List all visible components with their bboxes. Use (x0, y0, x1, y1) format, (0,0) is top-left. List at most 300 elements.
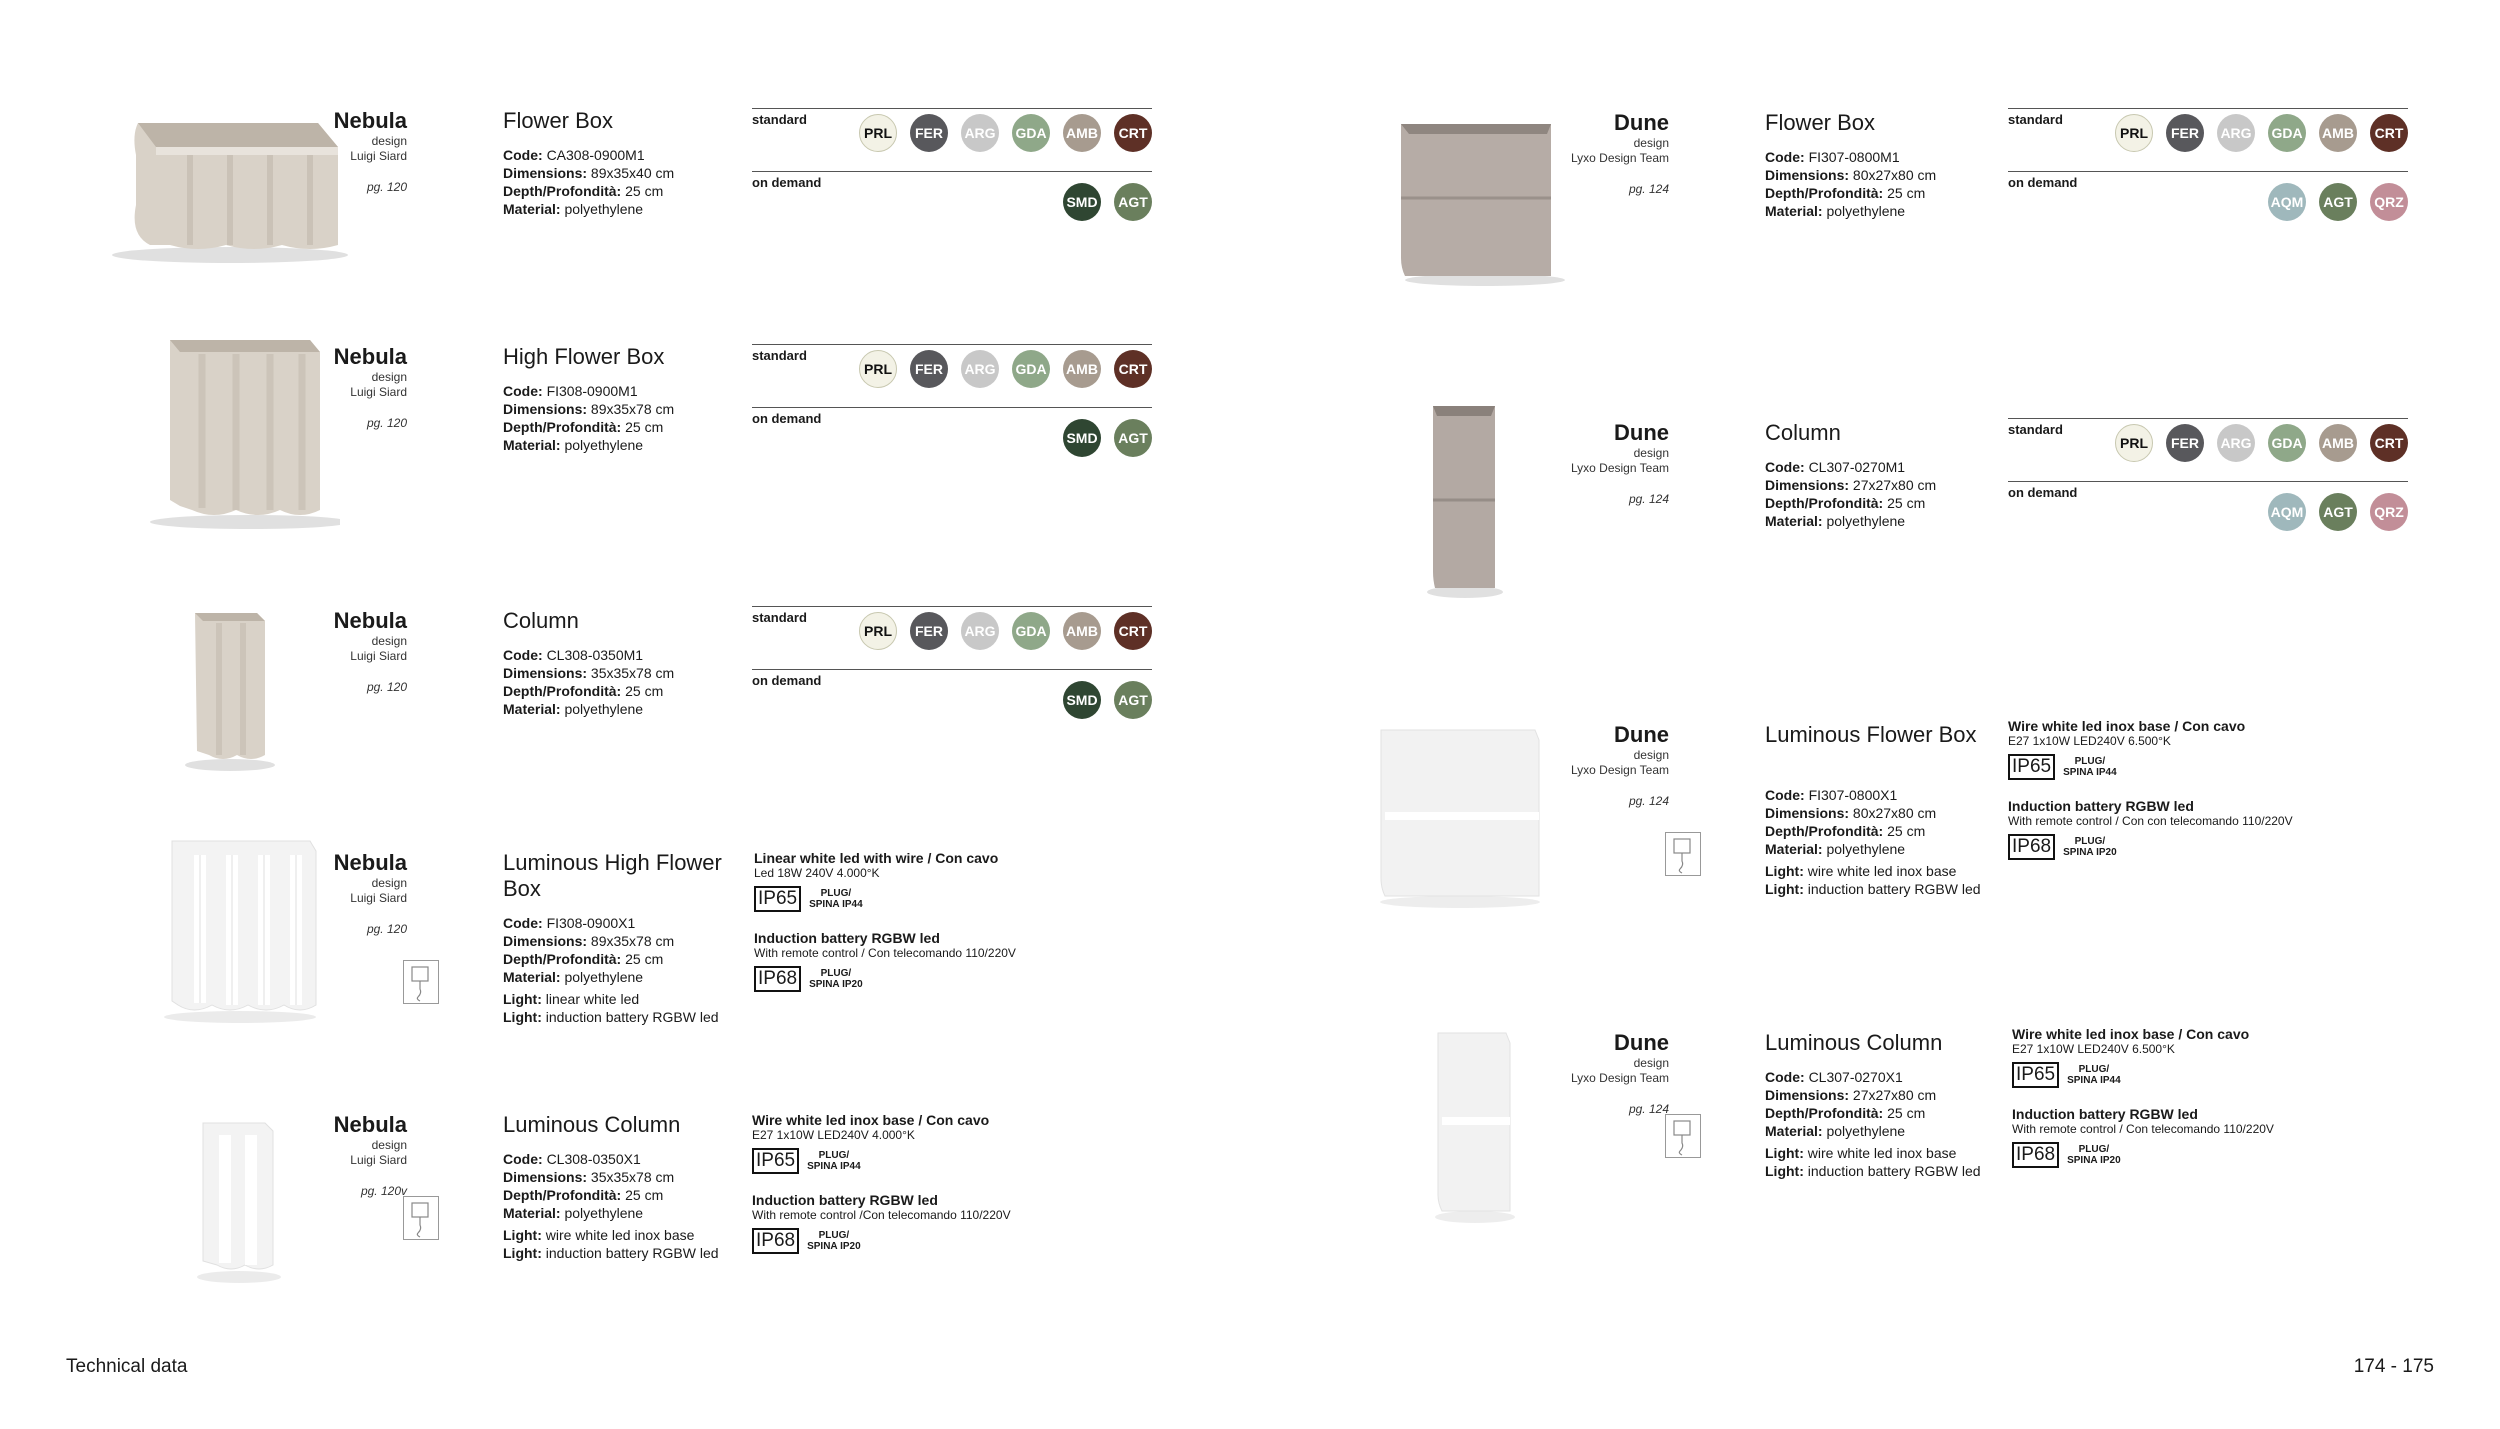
spec-row (1765, 202, 2015, 220)
color-swatch-arg[interactable]: ARG (961, 350, 999, 388)
spec-value: induction battery RGBW led (545, 1009, 719, 1025)
color-swatch-arg[interactable]: ARG (2217, 114, 2255, 152)
design-label: design (371, 370, 407, 384)
divider-line (752, 407, 1152, 408)
standard-label: standard (2008, 422, 2063, 437)
designer-name: Lyxo Design Team (1570, 461, 1669, 475)
spec-value: 25 cm (625, 683, 664, 699)
ip-rating-row (2012, 1062, 2352, 1088)
plug-ip: SPINA IP20 (807, 1241, 861, 1252)
color-swatch-fer[interactable]: FER (910, 612, 948, 650)
spec-row (503, 1168, 753, 1186)
spec-row (1765, 1144, 2015, 1162)
color-swatch-fer[interactable]: FER (2166, 424, 2204, 462)
product-specs (1765, 458, 2015, 530)
designer-name: Luigi Siard (350, 649, 407, 663)
color-swatch-agt[interactable]: AGT (2319, 183, 2357, 221)
ip-rating-badge: IP65 (754, 886, 801, 912)
light-spec: E27 1x10W LED240V 6.500°K (2012, 1042, 2175, 1056)
product-specs (503, 146, 753, 218)
spec-row (503, 436, 753, 454)
ip-rating-row (752, 1148, 1092, 1174)
spec-key: Code: (503, 147, 543, 163)
product-design-credit (287, 876, 407, 906)
product-design-credit (1549, 446, 1669, 476)
ip-rating-badge: IP68 (752, 1228, 799, 1254)
plug-rating (809, 968, 863, 990)
color-swatch-qrz[interactable]: QRZ (2370, 493, 2408, 531)
product-brand: Nebula (333, 344, 407, 369)
spec-key: Material: (503, 201, 561, 217)
spec-row (1765, 822, 2015, 840)
light-option (2012, 1026, 2352, 1088)
lamp-icon (403, 1196, 439, 1240)
plug-label: PLUG/ (818, 1150, 850, 1161)
product-design-credit (1549, 136, 1669, 166)
spec-key: Dimensions: (1765, 1087, 1850, 1103)
color-swatch-amb[interactable]: AMB (1063, 114, 1101, 152)
divider-line (752, 171, 1152, 172)
ip-rating-badge: IP65 (752, 1148, 799, 1174)
design-label: design (371, 1138, 407, 1152)
product-title: High Flower Box (503, 344, 665, 369)
product-title: Luminous Flower Box (1765, 722, 1977, 747)
spec-key: Light: (503, 991, 542, 1007)
spec-value: 35x35x78 cm (590, 1169, 675, 1185)
product-photo (1430, 1025, 1520, 1225)
on-demand-label: on demand (2008, 175, 2078, 190)
product-title: Flower Box (1765, 110, 1876, 135)
catalog-page-ref: pg. 124 (1628, 492, 1669, 506)
spec-row (503, 1244, 753, 1262)
light-option (2012, 1106, 2352, 1168)
color-swatch-aqm[interactable]: AQM (2268, 183, 2306, 221)
ip-rating-row (2008, 834, 2348, 860)
spec-value: FI307-0800M1 (1808, 149, 1900, 165)
product-photo (1425, 400, 1505, 600)
product-design-credit (287, 634, 407, 664)
on-demand-label: on demand (752, 673, 822, 688)
design-label: design (1633, 446, 1669, 460)
spec-key: Light: (1765, 863, 1804, 879)
product-photo (1395, 118, 1565, 288)
color-swatch-arg[interactable]: ARG (961, 114, 999, 152)
spec-row (1765, 862, 2015, 880)
product-title: Column (1765, 420, 1841, 445)
plug-label: PLUG/ (2074, 836, 2106, 847)
color-swatch-prl[interactable]: PRL (859, 612, 897, 650)
spec-row (503, 400, 753, 418)
ip-rating-row (754, 966, 1094, 992)
color-swatch-prl[interactable]: PRL (859, 350, 897, 388)
spec-row (503, 914, 753, 932)
spec-row (503, 164, 753, 182)
spec-key: Light: (1765, 1163, 1804, 1179)
color-swatch-crt[interactable]: CRT (1114, 350, 1152, 388)
spec-key: Light: (1765, 881, 1804, 897)
spec-key: Material: (1765, 203, 1823, 219)
spec-value: wire white led inox base (545, 1227, 695, 1243)
product-title: Luminous Column (503, 1112, 681, 1137)
spec-value: 89x35x78 cm (590, 401, 675, 417)
product-specs (503, 1150, 753, 1262)
color-swatch-fer[interactable]: FER (910, 114, 948, 152)
spec-key: Depth/Profondità: (503, 183, 622, 199)
spec-row (1765, 1122, 2015, 1140)
standard-label: standard (2008, 112, 2063, 127)
light-spec: E27 1x10W LED240V 4.000°K (752, 1128, 915, 1142)
catalog-page-ref: pg. 120 (366, 680, 407, 694)
design-label: design (371, 134, 407, 148)
designer-name: Lyxo Design Team (1570, 763, 1669, 777)
spec-key: Dimensions: (503, 1169, 588, 1185)
divider-line (2008, 481, 2408, 482)
spec-key: Depth/Profondità: (503, 951, 622, 967)
spec-value: FI307-0800X1 (1808, 787, 1898, 803)
designer-name: Luigi Siard (350, 1153, 407, 1167)
plug-rating (2063, 836, 2117, 858)
spec-key: Depth/Profondità: (1765, 185, 1884, 201)
spec-value: CL307-0270X1 (1808, 1069, 1903, 1085)
catalog-page-ref: pg. 120 (366, 180, 407, 194)
design-label: design (371, 876, 407, 890)
spec-key: Depth/Profondità: (503, 1187, 622, 1203)
color-swatch-smd[interactable]: SMD (1063, 183, 1101, 221)
color-swatch-crt[interactable]: CRT (2370, 424, 2408, 462)
spec-value: polyethylene (564, 437, 644, 453)
product-specs (1765, 786, 2015, 898)
spec-key: Depth/Profondità: (503, 419, 622, 435)
spec-key: Dimensions: (503, 165, 588, 181)
finish-options (2008, 418, 2408, 548)
product-design-credit (1549, 1056, 1669, 1086)
product-brand: Nebula (333, 608, 407, 633)
lamp-icon (1665, 1114, 1701, 1158)
light-options (754, 850, 1094, 1010)
spec-key: Code: (1765, 787, 1805, 803)
color-swatch-amb[interactable]: AMB (1063, 612, 1101, 650)
plug-ip: SPINA IP20 (809, 979, 863, 990)
plug-label: PLUG/ (820, 968, 852, 979)
designer-name: Luigi Siard (350, 385, 407, 399)
spec-row (1765, 184, 2015, 202)
spec-key: Dimensions: (1765, 477, 1850, 493)
spec-key: Dimensions: (1765, 167, 1850, 183)
color-swatch-prl[interactable]: PRL (859, 114, 897, 152)
designer-name: Lyxo Design Team (1570, 1071, 1669, 1085)
spec-row (1765, 804, 2015, 822)
catalog-page-ref: pg. 124 (1628, 1102, 1669, 1116)
standard-label: standard (752, 348, 807, 363)
designer-name: Lyxo Design Team (1570, 151, 1669, 165)
color-swatch-crt[interactable]: CRT (1114, 114, 1152, 152)
spec-row (503, 990, 753, 1008)
spec-value: CA308-0900M1 (546, 147, 645, 163)
color-swatch-aqm[interactable]: AQM (2268, 493, 2306, 531)
catalog-page-ref: pg. 120v (360, 1184, 407, 1198)
color-swatch-fer[interactable]: FER (2166, 114, 2204, 152)
spec-row (503, 1150, 753, 1168)
light-title: Induction battery RGBW led (2008, 798, 2194, 814)
product-photo (195, 1115, 285, 1285)
light-title: Induction battery RGBW led (752, 1192, 938, 1208)
spec-value: 25 cm (625, 951, 664, 967)
spec-row (1765, 148, 2015, 166)
spec-row (1765, 512, 2015, 530)
plug-label: PLUG/ (2074, 756, 2106, 767)
spec-value: CL308-0350M1 (546, 647, 644, 663)
product-title: Column (503, 608, 579, 633)
spec-row (503, 646, 753, 664)
spec-key: Light: (1765, 1145, 1804, 1161)
spec-row (503, 200, 753, 218)
plug-rating (2067, 1064, 2121, 1086)
ip-rating-row (2008, 754, 2348, 780)
color-swatch-arg[interactable]: ARG (961, 612, 999, 650)
spec-value: 89x35x78 cm (590, 933, 675, 949)
color-swatch-gda[interactable]: GDA (1012, 612, 1050, 650)
ip-rating-badge: IP65 (2008, 754, 2055, 780)
spec-row (503, 932, 753, 950)
spec-row (503, 1008, 753, 1026)
spec-value: 27x27x80 cm (1852, 477, 1937, 493)
spec-key: Material: (503, 437, 561, 453)
ip-rating-row (2012, 1142, 2352, 1168)
spec-row (503, 968, 753, 986)
spec-row (503, 382, 753, 400)
on-demand-label: on demand (752, 175, 822, 190)
spec-key: Depth/Profondità: (1765, 1105, 1884, 1121)
plug-rating (807, 1230, 861, 1252)
footer-page-numbers: 174 - 175 (2353, 1356, 2434, 1377)
spec-value: polyethylene (564, 1205, 644, 1221)
color-swatch-agt[interactable]: AGT (1114, 419, 1152, 457)
color-swatch-smd[interactable]: SMD (1063, 681, 1101, 719)
product-design-credit (287, 134, 407, 164)
spec-key: Dimensions: (1765, 805, 1850, 821)
lamp-icon (403, 960, 439, 1004)
on-demand-label: on demand (2008, 485, 2078, 500)
spec-row (503, 182, 753, 200)
spec-row (503, 1204, 753, 1222)
spec-key: Depth/Profondità: (503, 683, 622, 699)
color-swatch-crt[interactable]: CRT (1114, 612, 1152, 650)
product-title: Luminous High Flower Box (503, 850, 722, 901)
divider-line (752, 108, 1152, 109)
color-swatch-prl[interactable]: PRL (2115, 114, 2153, 152)
spec-row (1765, 840, 2015, 858)
light-spec: With remote control /Con telecomando 110/220V (752, 1208, 1011, 1222)
color-swatch-agt[interactable]: AGT (1114, 183, 1152, 221)
product-brand: Dune (1614, 110, 1669, 135)
spec-value: 25 cm (625, 1187, 664, 1203)
spec-key: Material: (503, 1205, 561, 1221)
spec-key: Code: (503, 915, 543, 931)
color-swatch-smd[interactable]: SMD (1063, 419, 1101, 457)
color-swatch-gda[interactable]: GDA (2268, 114, 2306, 152)
designer-name: Luigi Siard (350, 149, 407, 163)
color-swatch-agt[interactable]: AGT (1114, 681, 1152, 719)
lamp-icon (1665, 832, 1701, 876)
spec-row (1765, 1162, 2015, 1180)
design-label: design (1633, 748, 1669, 762)
divider-line (2008, 108, 2408, 109)
plug-ip: SPINA IP44 (809, 899, 863, 910)
plug-ip: SPINA IP44 (2063, 767, 2117, 778)
color-swatch-amb[interactable]: AMB (1063, 350, 1101, 388)
finish-options (752, 344, 1152, 474)
spec-row (503, 682, 753, 700)
spec-value: 25 cm (1887, 185, 1926, 201)
plug-label: PLUG/ (818, 1230, 850, 1241)
finish-options (752, 108, 1152, 238)
light-option (754, 930, 1094, 992)
spec-value: wire white led inox base (1807, 1145, 1957, 1161)
product-title: Luminous Column (1765, 1030, 1943, 1055)
spec-key: Depth/Profondità: (1765, 823, 1884, 839)
product-photo (185, 605, 285, 775)
spec-value: 25 cm (625, 419, 664, 435)
product-brand: Nebula (333, 850, 407, 875)
spec-key: Dimensions: (503, 401, 588, 417)
spec-row (503, 700, 753, 718)
color-swatch-amb[interactable]: AMB (2319, 114, 2357, 152)
spec-row (1765, 1104, 2015, 1122)
finish-options (752, 606, 1152, 736)
on-demand-label: on demand (752, 411, 822, 426)
spec-value: 27x27x80 cm (1852, 1087, 1937, 1103)
product-photo (1375, 720, 1545, 910)
plug-rating (2067, 1144, 2121, 1166)
spec-row (1765, 494, 2015, 512)
spec-key: Material: (1765, 1123, 1823, 1139)
color-swatch-gda[interactable]: GDA (1012, 114, 1050, 152)
design-label: design (371, 634, 407, 648)
spec-value: 80x27x80 cm (1852, 167, 1937, 183)
product-specs (503, 914, 753, 1026)
light-spec: With remote control / Con con telecomando 110/220V (2008, 814, 2293, 828)
light-option (2008, 718, 2348, 780)
spec-value: 25 cm (1887, 823, 1926, 839)
spec-key: Code: (503, 1151, 543, 1167)
product-specs (1765, 148, 2015, 220)
light-option (2008, 798, 2348, 860)
footer-section-title: Technical data (66, 1356, 188, 1377)
spec-value: 25 cm (1887, 495, 1926, 511)
spec-value: induction battery RGBW led (1807, 881, 1981, 897)
plug-ip: SPINA IP44 (807, 1161, 861, 1172)
ip-rating-badge: IP65 (2012, 1062, 2059, 1088)
product-brand: Dune (1614, 1030, 1669, 1055)
spec-key: Code: (503, 383, 543, 399)
spec-value: FI308-0900M1 (546, 383, 638, 399)
product-design-credit (287, 370, 407, 400)
product-specs (503, 382, 753, 454)
spec-value: 25 cm (625, 183, 664, 199)
spec-value: 35x35x78 cm (590, 665, 675, 681)
spec-value: linear white led (545, 991, 640, 1007)
spec-key: Code: (1765, 149, 1805, 165)
spec-value: polyethylene (564, 201, 644, 217)
catalog-page-ref: pg. 120 (366, 416, 407, 430)
design-label: design (1633, 136, 1669, 150)
ip-rating-badge: IP68 (2012, 1142, 2059, 1168)
ip-rating-badge: IP68 (754, 966, 801, 992)
spec-value: 80x27x80 cm (1852, 805, 1937, 821)
spec-key: Dimensions: (503, 933, 588, 949)
divider-line (2008, 171, 2408, 172)
color-swatch-agt[interactable]: AGT (2319, 493, 2357, 531)
spec-value: induction battery RGBW led (545, 1245, 719, 1261)
spec-row (503, 418, 753, 436)
product-brand: Dune (1614, 722, 1669, 747)
spec-key: Material: (1765, 841, 1823, 857)
spec-value: CL307-0270M1 (1808, 459, 1906, 475)
spec-key: Code: (1765, 459, 1805, 475)
color-swatch-qrz[interactable]: QRZ (2370, 183, 2408, 221)
spec-value: polyethylene (1826, 513, 1906, 529)
plug-label: PLUG/ (820, 888, 852, 899)
light-option (752, 1112, 1092, 1174)
spec-key: Light: (503, 1245, 542, 1261)
product-specs (1765, 1068, 2015, 1180)
spec-value: 89x35x40 cm (590, 165, 675, 181)
light-title: Induction battery RGBW led (2012, 1106, 2198, 1122)
spec-key: Light: (503, 1009, 542, 1025)
light-title: Linear white led with wire / Con cavo (754, 850, 999, 866)
light-title: Wire white led inox base / Con cavo (2008, 718, 2246, 734)
color-swatch-prl[interactable]: PRL (2115, 424, 2153, 462)
spec-value: CL308-0350X1 (546, 1151, 641, 1167)
spec-value: polyethylene (1826, 203, 1906, 219)
light-option (752, 1192, 1092, 1254)
light-title: Wire white led inox base / Con cavo (2012, 1026, 2250, 1042)
spec-row (503, 664, 753, 682)
spec-value: polyethylene (564, 701, 644, 717)
plug-ip: SPINA IP20 (2063, 847, 2117, 858)
plug-ip: SPINA IP44 (2067, 1075, 2121, 1086)
product-design-credit (287, 1138, 407, 1168)
spec-value: polyethylene (1826, 1123, 1906, 1139)
spec-value: polyethylene (564, 969, 644, 985)
light-options (2012, 1026, 2352, 1186)
light-title: Wire white led inox base / Con cavo (752, 1112, 990, 1128)
plug-rating (2063, 756, 2117, 778)
plug-rating (809, 888, 863, 910)
color-swatch-fer[interactable]: FER (910, 350, 948, 388)
light-options (752, 1112, 1092, 1272)
divider-line (752, 344, 1152, 345)
spec-key: Code: (503, 647, 543, 663)
spec-value: induction battery RGBW led (1807, 1163, 1981, 1179)
plug-label: PLUG/ (2078, 1144, 2110, 1155)
spec-value: FI308-0900X1 (546, 915, 636, 931)
light-spec: With remote control / Con telecomando 110/220V (754, 946, 1016, 960)
color-swatch-gda[interactable]: GDA (2268, 424, 2306, 462)
ip-rating-row (752, 1228, 1092, 1254)
color-swatch-arg[interactable]: ARG (2217, 424, 2255, 462)
color-swatch-crt[interactable]: CRT (2370, 114, 2408, 152)
product-design-credit (1549, 748, 1669, 778)
designer-name: Luigi Siard (350, 891, 407, 905)
product-brand: Nebula (333, 108, 407, 133)
product-brand: Dune (1614, 420, 1669, 445)
spec-row (1765, 458, 2015, 476)
spec-value: wire white led inox base (1807, 863, 1957, 879)
color-swatch-amb[interactable]: AMB (2319, 424, 2357, 462)
color-swatch-gda[interactable]: GDA (1012, 350, 1050, 388)
spec-row (1765, 166, 2015, 184)
